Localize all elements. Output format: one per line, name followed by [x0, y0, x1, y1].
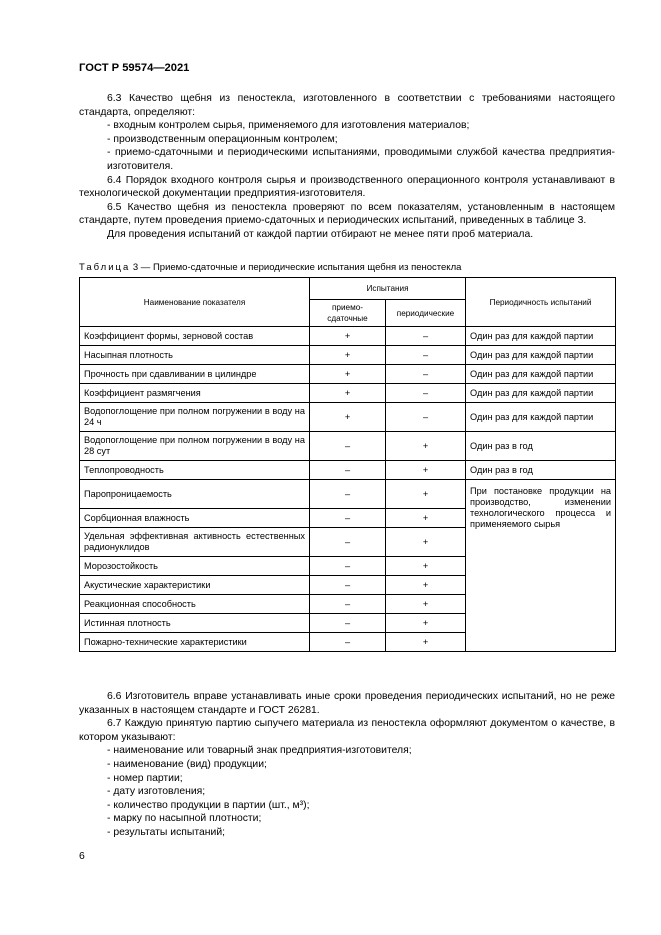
header-acceptance: приемо-сдаточные [310, 300, 386, 327]
header-periodic: периодические [386, 300, 466, 327]
indicator-name-cell: Коэффициент формы, зерновой состав [80, 327, 310, 346]
table-row [80, 403, 616, 432]
acceptance-test-cell: + [310, 346, 386, 365]
page-number: 6 [79, 851, 85, 862]
frequency-cell: Один раз для каждой партии [466, 403, 616, 432]
acceptance-test-cell: – [310, 528, 386, 557]
table-3 [79, 277, 616, 652]
acceptance-test-cell: + [310, 327, 386, 346]
header-frequency: Периодичность испытаний [466, 278, 616, 327]
list-item: - номер партии; [107, 772, 183, 784]
periodic-test-cell: + [386, 480, 466, 509]
periodic-test-cell: + [386, 557, 466, 576]
table-row [80, 432, 616, 461]
frequency-cell: Один раз в год [466, 461, 616, 480]
paragraph: 6.5 Качество щебня из пеностекла проверяют по всем показателям, установленным в настоящем стандарте, путем проведения приемо-сдаточных и периодических испытаний, приведенных в таблице 3. [79, 201, 615, 227]
top-paragraphs [79, 92, 615, 242]
indicator-name-cell: Насыпная плотность [80, 346, 310, 365]
periodic-test-cell: – [386, 346, 466, 365]
acceptance-test-cell: – [310, 461, 386, 480]
table-caption-text: 3 — Приемо-сдаточные и периодические испытания щебня из пеностекла [130, 262, 462, 273]
table-row [80, 480, 616, 509]
list-item: - входным контролем сырья, применяемого для изготовления материалов; [107, 120, 470, 132]
frequency-cell: Один раз для каждой партии [466, 365, 616, 384]
list-item: - результаты испытаний; [107, 826, 226, 838]
acceptance-test-cell: – [310, 432, 386, 461]
periodic-test-cell: + [386, 595, 466, 614]
indicator-name-cell: Истинная плотность [80, 614, 310, 633]
header-indicator-name: Наименование показателя [80, 278, 310, 327]
indicator-name-cell: Акустические характеристики [80, 576, 310, 595]
periodic-test-cell: – [386, 384, 466, 403]
indicator-name-cell: Коэффициент размягчения [80, 384, 310, 403]
table-caption [79, 262, 461, 273]
paragraph: 6.6 Изготовитель вправе устанавливать иные сроки проведения периодических испытаний, но не реже указанных в настоящем стандарте и ГОСТ 26281. [79, 691, 615, 716]
table-caption-prefix: Таблица [79, 262, 131, 273]
frequency-cell: Один раз для каждой партии [466, 327, 616, 346]
paragraph: Для проведения испытаний от каждой партии отбирают не менее пяти проб материала. [107, 228, 534, 240]
periodic-test-cell: + [386, 576, 466, 595]
table-row [80, 346, 616, 365]
indicator-name-cell: Пожарно-технические характеристики [80, 633, 310, 652]
frequency-cell: Один раз в год [466, 432, 616, 461]
acceptance-test-cell: – [310, 557, 386, 576]
list-item: - марку по насыпной плотности; [107, 813, 262, 825]
document-header: ГОСТ Р 59574—2021 [79, 62, 190, 74]
periodic-test-cell: + [386, 509, 466, 528]
periodic-test-cell: + [386, 432, 466, 461]
indicator-name-cell: Паропроницаемость [80, 480, 310, 509]
list-item: - наименование или товарный знак предприятия-изготовителя; [107, 745, 412, 757]
acceptance-test-cell: – [310, 576, 386, 595]
list-item: - производственным операционным контролем; [107, 133, 338, 145]
indicator-name-cell: Прочность при сдавливании в цилиндре [80, 365, 310, 384]
list-item: - наименование (вид) продукции; [107, 758, 267, 770]
frequency-cell: Один раз для каждой партии [466, 346, 616, 365]
frequency-merged-cell: При постановке продукции на производство, изменении технологического процесса и применяемого сырья [466, 480, 616, 652]
header-tests: Испытания [310, 278, 466, 300]
table-row [80, 327, 616, 346]
acceptance-test-cell: – [310, 633, 386, 652]
frequency-cell: Один раз для каждой партии [466, 384, 616, 403]
indicator-name-cell: Реакционная способность [80, 595, 310, 614]
table-row [80, 365, 616, 384]
periodic-test-cell: – [386, 327, 466, 346]
acceptance-test-cell: – [310, 480, 386, 509]
acceptance-test-cell: – [310, 614, 386, 633]
periodic-test-cell: – [386, 403, 466, 432]
periodic-test-cell: + [386, 614, 466, 633]
periodic-test-cell: + [386, 528, 466, 557]
indicator-name-cell: Сорбционная влажность [80, 509, 310, 528]
paragraph: 6.7 Каждую принятую партию сыпучего материала из пеностекла оформляют документом о качестве, в котором указывают: [79, 718, 615, 743]
paragraph: 6.3 Качество щебня из пеностекла, изготовленного в соответствии с требованиями настоящего стандарта, определяют: [79, 93, 615, 118]
bottom-paragraphs [79, 690, 615, 840]
table-row [80, 384, 616, 403]
acceptance-test-cell: + [310, 403, 386, 432]
acceptance-test-cell: + [310, 365, 386, 384]
periodic-test-cell: + [386, 461, 466, 480]
indicator-name-cell: Водопоглощение при полном погружении в воду на 24 ч [80, 403, 310, 432]
periodic-test-cell: – [386, 365, 466, 384]
indicator-name-cell: Морозостойкость [80, 557, 310, 576]
indicator-name-cell: Водопоглощение при полном погружении в воду на 28 сут [80, 432, 310, 461]
indicator-name-cell: Теплопроводность [80, 461, 310, 480]
list-item: - количество продукции в партии (шт., м³); [107, 799, 310, 811]
acceptance-test-cell: – [310, 595, 386, 614]
periodic-test-cell: + [386, 633, 466, 652]
acceptance-test-cell: – [310, 509, 386, 528]
list-item: - дату изготовления; [107, 786, 206, 798]
paragraph: 6.4 Порядок входного контроля сырья и производственного операционного контроля устанавливают в технологической документации предприятия-изготовителя. [79, 174, 615, 200]
acceptance-test-cell: + [310, 384, 386, 403]
table-row [80, 461, 616, 480]
indicator-name-cell: Удельная эффективная активность естественных радионуклидов [80, 528, 310, 557]
list-item: - приемо-сдаточными и периодическими испытаниями, проводимыми службой качества предприятия-изготовителя. [107, 147, 615, 172]
